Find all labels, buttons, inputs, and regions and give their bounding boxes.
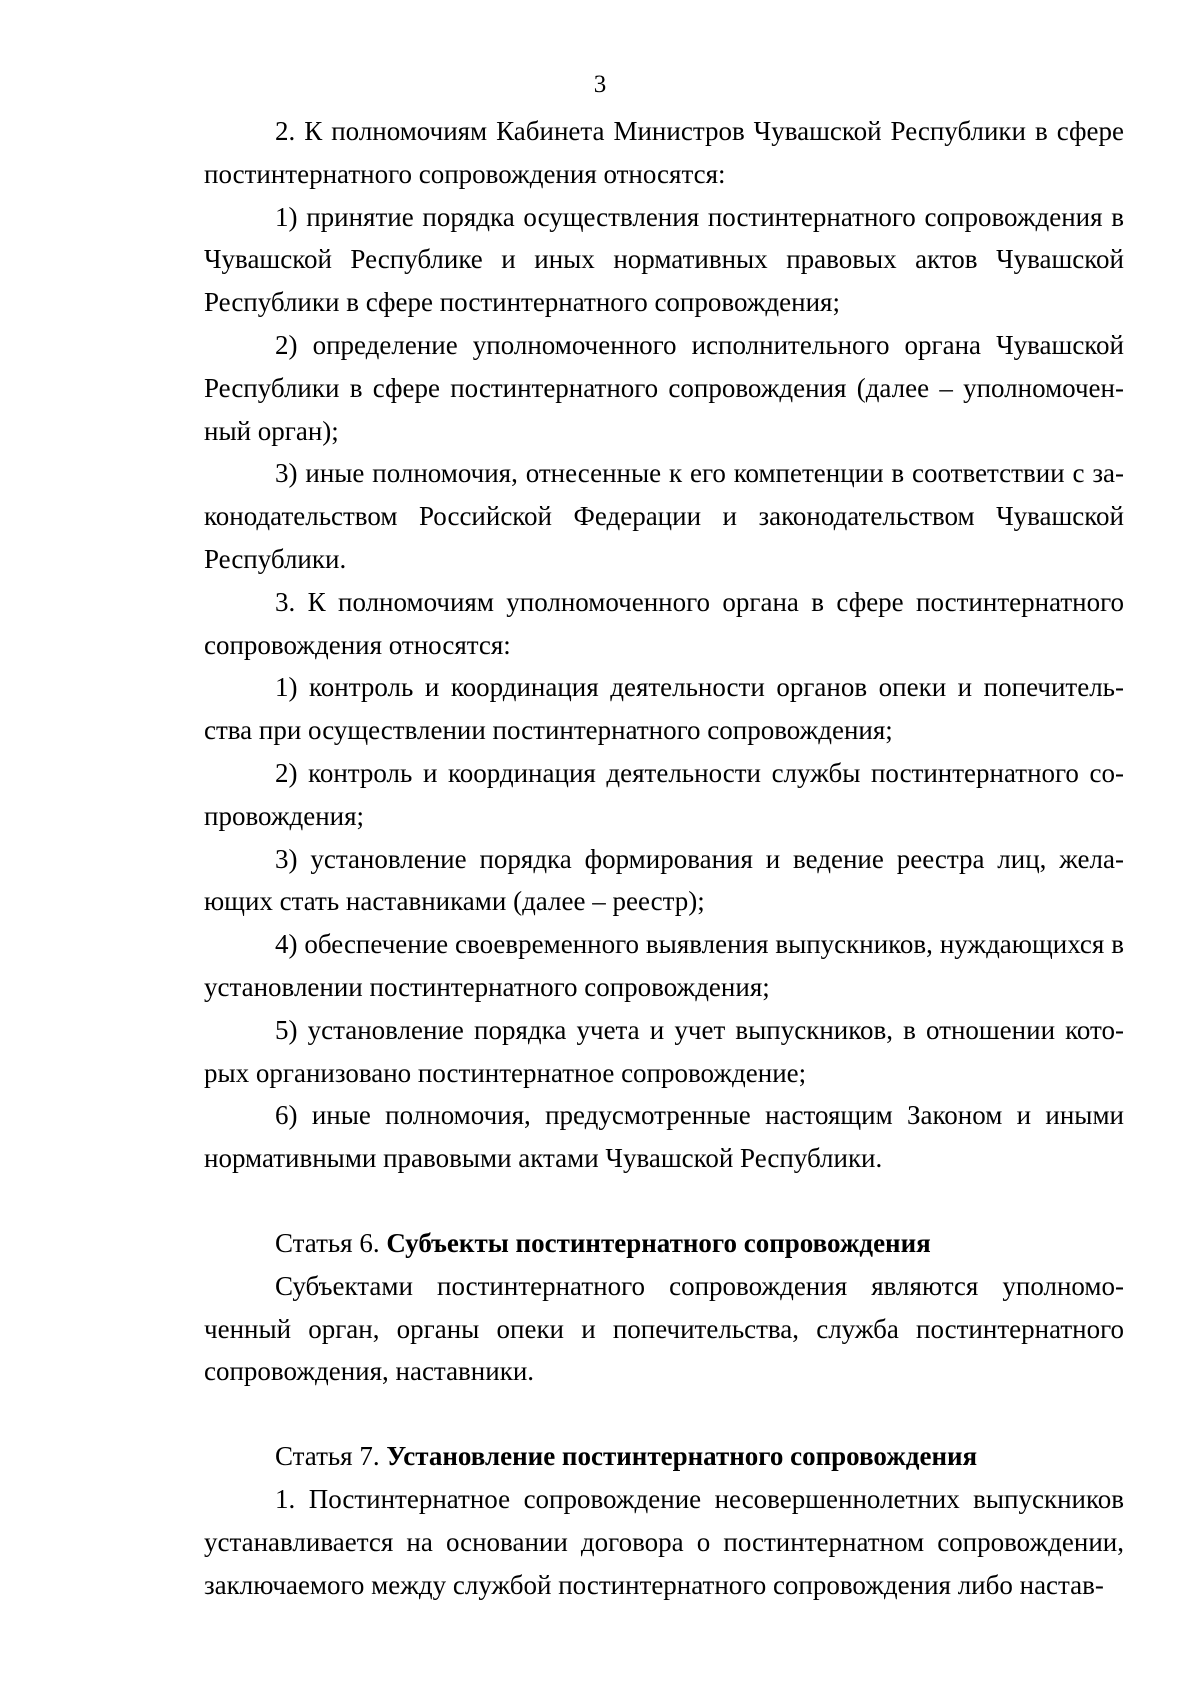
part2-intro: 2. К полномочиям Кабинета Министров Чувашской Республики в сфере постинтернатного сопровождения относятся: [204,116,1124,189]
part3-item-6: 6) иные полномочия, предусмотренные настоящим Законом и иными нормативными правовыми актами Чувашской Республики. [204,1100,1124,1174]
part2-item-1: 1) принятие порядка осуществления постинтернатного сопровождения в Чувашской Республике и иных нормативных правовых актов Чувашской Республики в сфере постинтернатного сопровождения; [204,201,1124,318]
part3-item-1: 1) контроль и координация деятельности органов опеки и попечительства при осуществлении постинтернатного сопровождения; [204,672,1124,746]
part3-item-2: 2) контроль и координация деятельности службы постинтернатного сопровождения; [204,757,1124,831]
part2-item-3: 3) иные полномочия, отнесенные к его компетенции в соответствии с законодательством Российской Федерации и законодательством Чувашской Республики. [204,458,1124,574]
article7-text: 1. Постинтернатное сопровождение несовершеннолетних выпускников устанавливается на основании договора о постинтернатном сопровождении, заключаемого между службой постинтернатного сопровождения либо настав- [204,1483,1124,1600]
part3-item-3: 3) установление порядка формирования и ведение реестра лиц, желающих стать наставниками (далее – реестр); [204,843,1124,917]
part3-item-5: 5) установление порядка учета и учет выпускников, в отношении которых организовано постинтернатное сопровождение; [204,1014,1124,1088]
page-number: 3 [593,71,607,98]
article7-prefix: Статья 7. [275,1441,387,1472]
article6-prefix: Статья 6. [275,1227,387,1258]
article6-heading [204,1222,1124,1265]
section-spacer [204,1393,1124,1435]
section-spacer [204,1180,1124,1222]
article7-title: Установление постинтернатного сопровождения [386,1441,978,1472]
document-body [204,110,1124,1606]
article7-heading [204,1435,1124,1478]
part2-item-2: 2) определение уполномоченного исполнительного органа Чувашской Республики в сфере постинтернатного сопровождения (далее – уполномоченный орган); [204,329,1124,446]
part3-intro: 3. К полномочиям уполномоченного органа в сфере постинтернатного сопровождения относятся: [204,586,1124,660]
part3-item-4: 4) обеспечение своевременного выявления выпускников, нуждающихся в установлении постинтернатного сопровождения; [204,929,1124,1002]
article6-title: Субъекты постинтернатного сопровождения [386,1227,931,1258]
article6-text: Субъектами постинтернатного сопровождения являются уполномоченный орган, органы опеки и попечительства, служба постинтернатного сопровождения, наставники. [204,1270,1124,1387]
